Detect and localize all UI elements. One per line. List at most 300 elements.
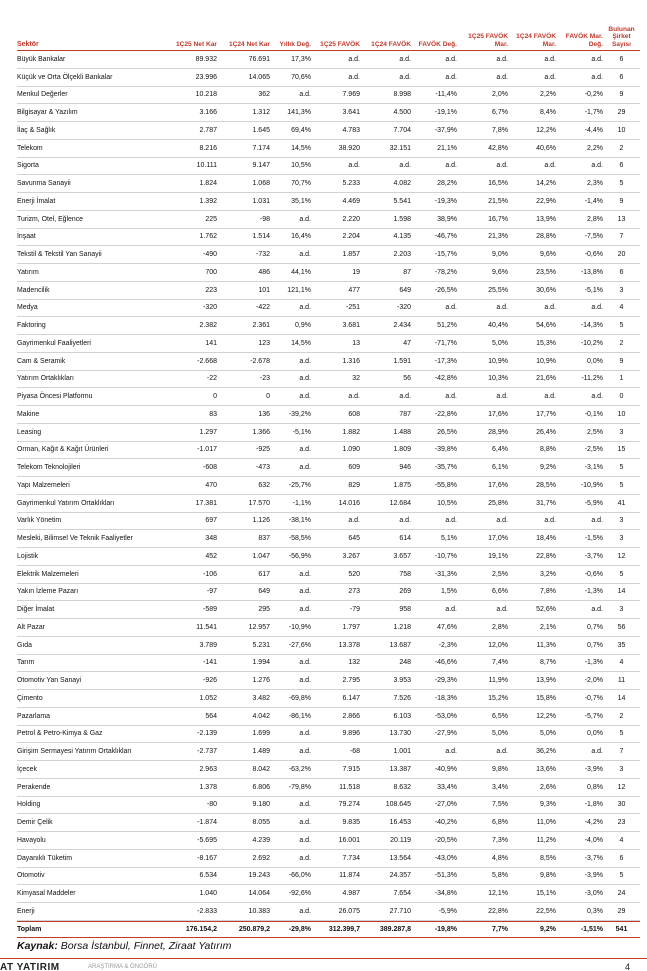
cell-ebitda-1q25: 5.233: [342, 180, 360, 188]
cell-company-count: 29: [617, 907, 626, 915]
cell-ebitda-margin-1q24: 28,5%: [536, 481, 556, 489]
cell-net-profit-1q25: 11.541: [196, 623, 217, 631]
cell-net-profit-1q25: 6.534: [199, 872, 217, 880]
cell-ebitda-margin-change: -3,1%: [584, 464, 603, 472]
table-row: [17, 761, 640, 779]
cell-yoy-change: -27,6%: [288, 641, 311, 649]
cell-net-profit-1q25: -97: [206, 588, 217, 596]
cell-net-profit-1q24: 362: [258, 91, 270, 99]
cell-ebitda-1q24: 787: [399, 410, 411, 418]
cell-ebitda-margin-1q24: 17,7%: [536, 410, 556, 418]
cell-company-count: 6: [619, 73, 624, 81]
cell-net-profit-1q24: 101: [258, 286, 270, 294]
cell-sector: Gayrimenkul Faaliyetleri: [17, 339, 91, 347]
cell-ebitda-1q24: 12.684: [389, 499, 411, 507]
cell-company-count: 5: [619, 872, 624, 880]
cell-ebitda-1q24: 7.654: [393, 890, 411, 898]
cell-net-profit-1q25: 0: [213, 393, 217, 401]
cell-ebitda-margin-1q24: 15,1%: [536, 890, 556, 898]
cell-net-profit-1q25: -8.167: [197, 854, 217, 862]
cell-sector: Çimento: [17, 694, 43, 702]
cell-ebitda-margin-1q24: 5,0%: [540, 730, 556, 738]
cell-company-count: 12: [617, 783, 626, 791]
cell-company-count: 7: [619, 233, 624, 241]
cell-ebitda-1q25: 4.987: [342, 890, 360, 898]
cell-sector: Demir Çelik: [17, 819, 53, 827]
table-row: [17, 779, 640, 797]
cell-ebitda-1q24: 27.710: [389, 907, 411, 915]
cell-sector: Otomotiv Yan Sanayi: [17, 677, 82, 685]
cell-ebitda-1q25: 9.896: [342, 730, 360, 738]
cell-net-profit-1q24: 837: [258, 535, 270, 543]
cell-net-profit-1q25: 1.392: [199, 197, 217, 205]
cell-ebitda-change: -11,4%: [435, 91, 457, 99]
cell-ebitda-1q24: 269: [399, 588, 411, 596]
cell-ebitda-1q25: 7.915: [342, 765, 360, 773]
total-sector: Toplam: [17, 925, 42, 933]
cell-net-profit-1q24: 632: [258, 481, 270, 489]
cell-yoy-change: a.d.: [299, 393, 311, 401]
cell-ebitda-margin-1q24: 8,4%: [540, 109, 556, 117]
cell-ebitda-change: 5,1%: [441, 535, 457, 543]
cell-yoy-change: 141,3%: [287, 109, 311, 117]
cell-yoy-change: -79,8%: [288, 783, 311, 791]
cell-sector: Enerji: [17, 907, 35, 915]
cell-ebitda-change: -37,9%: [434, 126, 457, 134]
cell-ebitda-margin-change: -5,9%: [584, 499, 603, 507]
cell-ebitda-1q24: 13.564: [389, 854, 411, 862]
cell-sector: Makine: [17, 410, 40, 418]
cell-company-count: 30: [617, 801, 626, 809]
cell-net-profit-1q25: 564: [205, 712, 217, 720]
cell-ebitda-margin-change: -7,5%: [584, 233, 603, 241]
cell-sector: Bilgisayar & Yazılım: [17, 109, 78, 117]
cell-net-profit-1q25: 23.996: [195, 73, 217, 81]
header-net-profit-1q25: 1Ç25 Net Kar: [175, 40, 217, 48]
cell-ebitda-margin-change: -5,7%: [584, 712, 603, 720]
cell-net-profit-1q25: 225: [205, 215, 217, 223]
cell-ebitda-1q24: 4.135: [393, 233, 411, 241]
cell-ebitda-margin-change: a.d.: [591, 55, 603, 63]
cell-ebitda-1q24: 8.998: [393, 91, 411, 99]
cell-ebitda-margin-1q25: 6,6%: [492, 588, 508, 596]
table-row: [17, 300, 640, 318]
cell-ebitda-margin-change: -0,2%: [584, 91, 603, 99]
cell-net-profit-1q24: 4.042: [252, 712, 270, 720]
cell-ebitda-1q25: 14.016: [338, 499, 360, 507]
table-row: [17, 601, 640, 619]
cell-net-profit-1q25: -5.695: [197, 836, 217, 844]
cell-sector: Holding: [17, 801, 41, 809]
cell-ebitda-change: 33,4%: [437, 783, 457, 791]
cell-ebitda-change: -5,9%: [438, 907, 457, 915]
cell-net-profit-1q24: 1.031: [252, 197, 270, 205]
cell-ebitda-1q25: 2.866: [342, 712, 360, 720]
cell-ebitda-1q25: 1.316: [342, 357, 360, 365]
cell-sector: Perakende: [17, 783, 51, 791]
cell-ebitda-margin-1q24: 9,8%: [540, 872, 556, 880]
cell-yoy-change: -92,6%: [288, 890, 311, 898]
cell-yoy-change: 10,5%: [291, 162, 311, 170]
cell-ebitda-margin-1q25: 16,5%: [488, 180, 508, 188]
table-row: [17, 122, 640, 140]
cell-ebitda-change: -46,7%: [434, 233, 457, 241]
cell-ebitda-margin-1q25: 7,8%: [492, 126, 508, 134]
cell-ebitda-1q24: 87: [403, 268, 411, 276]
cell-company-count: 6: [619, 854, 624, 862]
cell-ebitda-margin-1q24: a.d.: [544, 55, 556, 63]
table-row: [17, 442, 640, 460]
cell-net-profit-1q25: 1.040: [199, 890, 217, 898]
cell-ebitda-1q25: 11.518: [339, 783, 360, 791]
cell-ebitda-margin-1q25: 40,4%: [488, 322, 508, 330]
cell-company-count: 23: [617, 819, 626, 827]
cell-company-count: 6: [619, 162, 624, 170]
cell-ebitda-1q24: 2.203: [393, 251, 411, 259]
cell-yoy-change: 0,9%: [295, 322, 311, 330]
cell-yoy-change: a.d.: [299, 375, 311, 383]
cell-ebitda-1q25: -68: [349, 748, 360, 756]
cell-net-profit-1q25: -80: [206, 801, 217, 809]
table-row: [17, 69, 640, 87]
cell-net-profit-1q24: 1.366: [252, 428, 270, 436]
cell-ebitda-1q24: 946: [399, 464, 411, 472]
cell-ebitda-margin-1q24: 26,4%: [536, 428, 556, 436]
cell-company-count: 14: [617, 588, 626, 596]
cell-net-profit-1q24: 5.231: [252, 641, 270, 649]
cell-sector: Kimyasal Maddeler: [17, 890, 76, 898]
cell-ebitda-margin-change: a.d.: [591, 304, 603, 312]
cell-ebitda-margin-1q24: 2,2%: [540, 91, 556, 99]
cell-company-count: 41: [617, 499, 626, 507]
cell-ebitda-margin-1q25: 2,0%: [492, 91, 508, 99]
table-row: [17, 743, 640, 761]
cell-sector: Girişim Sermayesi Yatırım Ortaklıkları: [17, 748, 132, 756]
cell-yoy-change: 121,1%: [287, 286, 311, 294]
cell-sector: Küçük ve Orta Ölçekli Bankalar: [17, 73, 113, 81]
cell-ebitda-margin-change: 2,2%: [587, 144, 603, 152]
cell-net-profit-1q25: 8.216: [199, 144, 217, 152]
cell-ebitda-1q24: 16.453: [389, 819, 411, 827]
table-row: [17, 868, 640, 886]
cell-ebitda-margin-1q24: 12,2%: [536, 712, 556, 720]
cell-yoy-change: a.d.: [299, 251, 311, 259]
cell-yoy-change: a.d.: [299, 659, 311, 667]
cell-net-profit-1q24: 486: [258, 268, 270, 276]
cell-ebitda-1q24: 3.657: [393, 552, 411, 560]
cell-ebitda-margin-1q25: 25,8%: [488, 499, 508, 507]
cell-ebitda-margin-1q24: 23,5%: [536, 268, 556, 276]
cell-ebitda-margin-1q24: 11,2%: [536, 836, 556, 844]
cell-yoy-change: a.d.: [299, 730, 311, 738]
cell-ebitda-margin-1q24: 22,8%: [536, 552, 556, 560]
cell-net-profit-1q24: 1.312: [252, 109, 270, 117]
cell-ebitda-margin-1q25: 42,8%: [488, 144, 508, 152]
cell-ebitda-1q24: 4.082: [393, 180, 411, 188]
table-row: [17, 885, 640, 903]
cell-ebitda-margin-1q24: 15,3%: [536, 339, 556, 347]
cell-ebitda-1q24: 958: [399, 606, 411, 614]
cell-yoy-change: a.d.: [299, 304, 311, 312]
cell-ebitda-margin-1q25: 6,4%: [492, 446, 508, 454]
cell-net-profit-1q25: 10.111: [196, 162, 217, 170]
cell-ebitda-1q25: 132: [348, 659, 360, 667]
cell-yoy-change: a.d.: [299, 907, 311, 915]
cell-ebitda-change: -53,0%: [434, 712, 457, 720]
cell-ebitda-margin-1q25: 9,6%: [492, 268, 508, 276]
cell-sector: Madencilik: [17, 286, 50, 294]
cell-net-profit-1q24: 617: [258, 570, 270, 578]
cell-ebitda-1q24: a.d.: [399, 73, 411, 81]
cell-yoy-change: -86,1%: [288, 712, 311, 720]
table-row: [17, 584, 640, 602]
cell-ebitda-1q24: 108.645: [385, 801, 411, 809]
cell-sector: Orman, Kağıt & Kağıt Ürünleri: [17, 446, 109, 454]
cell-ebitda-1q25: 13.378: [338, 641, 360, 649]
table-row: [17, 726, 640, 744]
cell-ebitda-margin-1q24: 9,3%: [540, 801, 556, 809]
cell-yoy-change: a.d.: [299, 819, 311, 827]
cell-ebitda-margin-1q25: 5,0%: [492, 730, 508, 738]
cell-ebitda-margin-change: -10,9%: [580, 481, 603, 489]
cell-net-profit-1q24: 9.180: [252, 801, 270, 809]
table-row: [17, 495, 640, 513]
cell-ebitda-margin-change: 0,0%: [587, 357, 603, 365]
cell-ebitda-margin-1q24: 13,6%: [536, 765, 556, 773]
cell-ebitda-1q25: 4.783: [342, 126, 360, 134]
cell-yoy-change: a.d.: [299, 836, 311, 844]
cell-ebitda-margin-change: -1,7%: [584, 109, 603, 117]
cell-ebitda-change: a.d.: [445, 304, 457, 312]
cell-company-count: 4: [619, 836, 624, 844]
cell-company-count: 1: [619, 375, 624, 383]
table-row: [17, 317, 640, 335]
cell-ebitda-margin-1q24: 8,7%: [540, 659, 556, 667]
cell-ebitda-margin-1q25: 17,6%: [488, 481, 508, 489]
cell-company-count: 6: [619, 55, 624, 63]
cell-ebitda-1q24: 13.387: [389, 765, 411, 773]
cell-sector: Yapı Malzemeleri: [17, 481, 70, 489]
cell-ebitda-change: 38,9%: [437, 215, 457, 223]
cell-ebitda-change: -55,8%: [434, 481, 457, 489]
cell-net-profit-1q25: 17.381: [195, 499, 217, 507]
cell-net-profit-1q25: 83: [209, 410, 217, 418]
cell-net-profit-1q25: 223: [205, 286, 217, 294]
cell-net-profit-1q24: 17.570: [248, 499, 270, 507]
cell-ebitda-margin-1q24: 22,5%: [536, 907, 556, 915]
cell-net-profit-1q24: 7.174: [252, 144, 270, 152]
cell-ebitda-1q24: a.d.: [399, 393, 411, 401]
cell-ebitda-1q24: 758: [399, 570, 411, 578]
table-row: [17, 282, 640, 300]
cell-company-count: 9: [619, 197, 624, 205]
cell-ebitda-margin-1q24: 12,2%: [536, 126, 556, 134]
cell-ebitda-margin-change: -1,3%: [584, 588, 603, 596]
cell-ebitda-1q24: 6.103: [393, 712, 411, 720]
cell-sector: Turizm, Otel, Eğlence: [17, 215, 83, 223]
header-sector: Sektör: [17, 40, 39, 48]
cell-net-profit-1q25: 2.787: [199, 126, 217, 134]
cell-yoy-change: 14,5%: [291, 339, 311, 347]
cell-ebitda-margin-1q25: 7,3%: [492, 836, 508, 844]
cell-net-profit-1q24: 1.645: [252, 126, 270, 134]
cell-net-profit-1q25: 452: [205, 552, 217, 560]
cell-ebitda-margin-1q25: a.d.: [496, 73, 508, 81]
header-company-count: Bulunan Şirket Sayısı: [608, 25, 635, 48]
cell-yoy-change: a.d.: [299, 357, 311, 365]
cell-ebitda-margin-1q24: 8,5%: [540, 854, 556, 862]
cell-ebitda-1q25: 4.469: [342, 197, 360, 205]
cell-yoy-change: -25,7%: [288, 481, 311, 489]
cell-ebitda-1q24: 1.809: [393, 446, 411, 454]
header-ebitda-1q24: 1Ç24 FAVÖK: [371, 40, 411, 48]
cell-ebitda-margin-1q25: a.d.: [496, 55, 508, 63]
cell-yoy-change: -39,2%: [288, 410, 311, 418]
cell-yoy-change: -63,2%: [288, 765, 311, 773]
cell-ebitda-margin-1q25: 16,7%: [488, 215, 508, 223]
cell-ebitda-margin-1q24: 40,6%: [536, 144, 556, 152]
header-ebitda-margin-1q25: 1Ç25 FAVÖK Mar.: [468, 33, 508, 48]
cell-ebitda-margin-change: -1,3%: [584, 659, 603, 667]
cell-net-profit-1q24: 649: [258, 588, 270, 596]
cell-ebitda-margin-1q24: 11,0%: [536, 819, 556, 827]
cell-net-profit-1q25: -589: [202, 606, 217, 614]
cell-ebitda-margin-1q25: 5,8%: [492, 872, 508, 880]
cell-sector: Faktoring: [17, 322, 46, 330]
cell-ebitda-change: -42,8%: [434, 375, 457, 383]
cell-net-profit-1q25: -490: [202, 251, 217, 259]
cell-ebitda-margin-change: 0,8%: [587, 783, 603, 791]
table-row: [17, 140, 640, 158]
cell-net-profit-1q24: -23: [259, 375, 270, 383]
cell-sector: Elektrik Malzemeleri: [17, 570, 79, 578]
table-row: [17, 229, 640, 247]
cell-ebitda-1q24: 5.541: [393, 197, 411, 205]
cell-ebitda-change: -27,9%: [434, 730, 457, 738]
cell-ebitda-margin-1q24: 31,7%: [536, 499, 556, 507]
cell-sector: Büyük Bankalar: [17, 55, 66, 63]
cell-net-profit-1q24: 14.064: [248, 890, 270, 898]
cell-ebitda-change: 1,5%: [441, 588, 457, 596]
cell-ebitda-margin-1q25: 9,8%: [492, 765, 508, 773]
cell-ebitda-margin-1q24: 36,2%: [536, 748, 556, 756]
cell-net-profit-1q25: 1.297: [199, 428, 217, 436]
cell-net-profit-1q25: 141: [205, 339, 217, 347]
cell-ebitda-margin-1q25: 19,1%: [488, 552, 508, 560]
cell-ebitda-margin-1q25: 6,8%: [492, 819, 508, 827]
cell-ebitda-margin-1q24: 30,6%: [536, 286, 556, 294]
cell-ebitda-margin-change: a.d.: [591, 606, 603, 614]
cell-ebitda-margin-1q24: 21,6%: [536, 375, 556, 383]
cell-ebitda-1q24: a.d.: [399, 517, 411, 525]
cell-company-count: 10: [617, 126, 626, 134]
cell-net-profit-1q25: -2.139: [197, 730, 217, 738]
cell-net-profit-1q24: 1.276: [252, 677, 270, 685]
cell-ebitda-1q25: 273: [348, 588, 360, 596]
table-row: [17, 566, 640, 584]
page-number: 4: [624, 962, 630, 971]
cell-ebitda-1q25: 16.001: [338, 836, 360, 844]
cell-ebitda-1q25: 477: [348, 286, 360, 294]
cell-ebitda-margin-change: -1,8%: [584, 801, 603, 809]
cell-net-profit-1q25: -1.017: [197, 446, 217, 454]
cell-ebitda-margin-1q25: 21,5%: [488, 197, 508, 205]
cell-ebitda-change: a.d.: [445, 55, 457, 63]
cell-ebitda-1q24: a.d.: [399, 55, 411, 63]
cell-ebitda-margin-change: 0,3%: [587, 907, 603, 915]
table-row: [17, 51, 640, 69]
cell-sector: Menkul Değerler: [17, 91, 68, 99]
cell-yoy-change: 16,4%: [291, 233, 311, 241]
cell-net-profit-1q25: 1.762: [199, 233, 217, 241]
cell-company-count: 4: [619, 659, 624, 667]
cell-yoy-change: a.d.: [299, 748, 311, 756]
cell-company-count: 11: [617, 677, 626, 685]
cell-ebitda-change: -2,3%: [438, 641, 457, 649]
cell-ebitda-1q24: 47: [403, 339, 411, 347]
cell-yoy-change: 17,3%: [291, 55, 311, 63]
cell-ebitda-1q25: 9.835: [342, 819, 360, 827]
total-ebitda-margin-1q24: 9,2%: [540, 925, 556, 933]
cell-net-profit-1q25: 89.932: [195, 55, 217, 63]
cell-ebitda-1q25: 11.874: [339, 872, 360, 880]
cell-sector: İlaç & Sağlık: [17, 126, 56, 134]
cell-ebitda-margin-1q25: 5,0%: [492, 339, 508, 347]
cell-net-profit-1q24: 12.957: [248, 623, 270, 631]
cell-yoy-change: a.d.: [299, 215, 311, 223]
table-row: [17, 672, 640, 690]
cell-company-count: 9: [619, 91, 624, 99]
cell-ebitda-margin-1q25: 7,5%: [492, 801, 508, 809]
cell-company-count: 35: [617, 641, 626, 649]
cell-company-count: 7: [619, 748, 624, 756]
cell-ebitda-margin-1q24: 18,4%: [536, 535, 556, 543]
total-ebitda-1q25: 312.399,7: [328, 925, 360, 933]
cell-ebitda-margin-1q25: a.d.: [496, 517, 508, 525]
cell-ebitda-margin-1q24: 9,2%: [540, 464, 556, 472]
source-note: [17, 940, 640, 952]
cell-net-profit-1q24: -422: [255, 304, 270, 312]
cell-yoy-change: a.d.: [299, 801, 311, 809]
cell-sector: Piyasa Öncesi Platformu: [17, 393, 93, 401]
cell-ebitda-margin-change: a.d.: [591, 748, 603, 756]
cell-net-profit-1q24: 2.692: [252, 854, 270, 862]
cell-ebitda-1q25: 1.797: [342, 623, 360, 631]
cell-ebitda-margin-1q24: 7,8%: [540, 588, 556, 596]
cell-net-profit-1q24: 3.482: [252, 694, 270, 702]
table-row: [17, 335, 640, 353]
cell-ebitda-margin-change: 2,5%: [587, 428, 603, 436]
source-text: Borsa İstanbul, Finnet, Ziraat Yatırım: [57, 939, 232, 952]
cell-ebitda-margin-1q25: a.d.: [496, 162, 508, 170]
cell-ebitda-change: a.d.: [445, 606, 457, 614]
cell-ebitda-1q25: 3.681: [342, 322, 360, 330]
cell-ebitda-margin-1q25: 25,5%: [488, 286, 508, 294]
cell-ebitda-1q24: 8.632: [393, 783, 411, 791]
cell-ebitda-margin-change: 2,8%: [587, 215, 603, 223]
table-row: [17, 708, 640, 726]
table-row: [17, 406, 640, 424]
table-row: [17, 353, 640, 371]
cell-net-profit-1q24: -925: [255, 446, 270, 454]
cell-net-profit-1q24: 76.691: [248, 55, 270, 63]
cell-ebitda-margin-1q24: 2,6%: [540, 783, 556, 791]
cell-net-profit-1q25: 1.378: [199, 783, 217, 791]
cell-ebitda-margin-1q24: 3,2%: [540, 570, 556, 578]
cell-ebitda-margin-1q25: a.d.: [496, 748, 508, 756]
cell-ebitda-margin-change: -11,2%: [581, 375, 603, 383]
cell-ebitda-change: -17,3%: [434, 357, 457, 365]
